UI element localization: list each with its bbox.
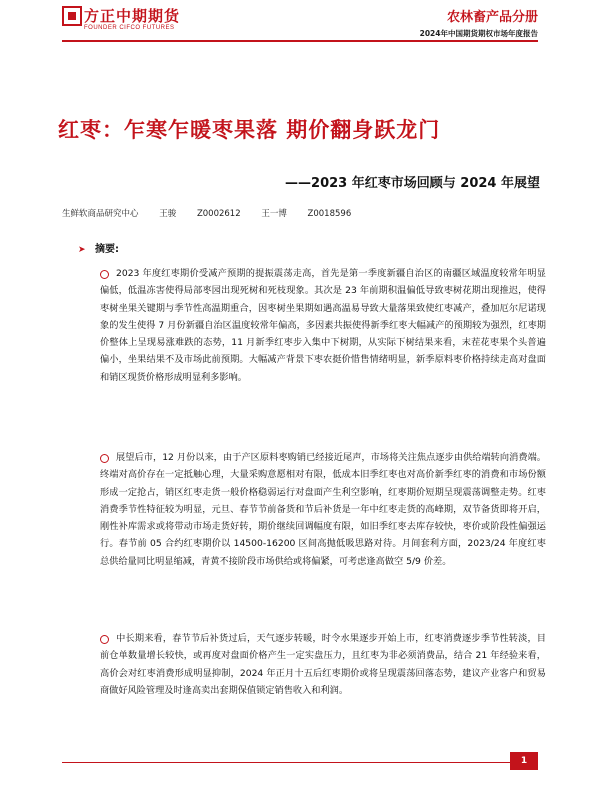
paragraph-text: 展望后市，12 月份以来，由于产区原料枣购销已经接近尾声，市场将关注焦点逐步由供给端转向消费端。终端对高价存在一定抵触心理，大量采购意愿相对有限，低成本旧季红枣也对高价新季红枣的消费和市场份额形成一定抢占，销区红枣走货一般价格稳弱运行对盘面产生利空影响，红枣期价短期呈现震荡调整走势。红枣消费季节性特征较为明显，元旦、春节节前备货和节后补货是一年中红枣走货的高峰期，双节备货即将开启，刚性补库需求或将带动市场走货好转，期价继续回调幅度有限，如旧季红枣去库存较快，枣价或阶段性偏强运行。春节前 05 合约红枣期价以 14500-16200 区间高抛低吸思路对待。月间套利方面，2023/24 年度红枣总供给量同比明显缩减，青黄不接阶段市场供给或将偏紧，可考虑逢高做空 5/9 价差。 xyxy=(100,452,546,567)
logo-cn-text: 方正中期期货 xyxy=(84,7,181,25)
page-subtitle: ——2023 年红枣市场回顾与 2024 年展望 xyxy=(285,176,540,191)
footer-divider xyxy=(62,762,510,763)
author-id: Z0018596 xyxy=(307,209,352,219)
summary-label: 摘要: xyxy=(95,244,120,255)
section-title: 农林畜产品分册 xyxy=(446,10,538,25)
logo-en-text: FOUNDER CIFCO FUTURES xyxy=(84,25,175,31)
summary-paragraph xyxy=(100,630,546,699)
page-number: 1 xyxy=(510,752,538,770)
header-divider xyxy=(62,40,538,42)
summary-paragraph xyxy=(100,265,546,386)
page-title: 红枣：乍寒乍暖枣果落 期价翻身跃龙门 xyxy=(58,118,441,142)
summary-heading xyxy=(78,240,119,255)
logo-mark-icon xyxy=(62,6,82,26)
arrow-right-icon: ➤ xyxy=(78,245,86,255)
paragraph-text: 中长期来看，春节节后补货过后，天气逐步转暖，时令水果逐步开始上市，红枣消费逐步季节性转淡，目前仓单数量增长较快，或再度对盘面价格产生一定实盘压力，且红枣为非必须消费品，结合 21 年经验来看，高价会对红枣消费形成明显抑制，2024 年正月十五后红枣期价或将呈现震荡回落态势，建议产业客户和贸易商做好风险管理及时逢高卖出套期保值锁定销售收入和利润。 xyxy=(100,633,546,696)
summary-paragraph xyxy=(100,449,546,570)
author-name: 王骏 xyxy=(159,209,177,219)
author-line xyxy=(62,207,369,219)
company-logo xyxy=(62,4,182,40)
page-header xyxy=(0,0,600,44)
author-id: Z0002612 xyxy=(196,209,241,219)
paragraph-text: 2023 年度红枣期价受减产预期的提振震荡走高，首先是第一季度新疆自治区的南疆区域温度较常年明显偏低，低温冻害使得局部枣园出现死树和死枝现象。其次是 23 年前期积温偏低导致枣树花期出现推迟，使得枣树坐果关键期与季节性高温期重合，因枣树坐果期如遇高温易导致大量落果致使红枣减产，叠加厄尔尼诺现象的发生使得 7 月份新疆自治区温度较常年偏高，多因素共振使得新季红枣大幅减产的预期较为强烈，红枣期价整体上呈现易涨难跌的态势，11 月新季红枣步入集中下树期，从实际下树结果来看，末茬花枣果个头普遍偏小，坐果结果不及市场此前预期。大幅减产背景下枣农挺价惜售情绪明显，新季原料枣价格持续走高对盘面和销区现货价格形成明显利多影响。 xyxy=(100,268,546,383)
department: 生鲜软商品研究中心 xyxy=(62,209,139,219)
report-name: 2024年中国期货期权市场年度报告 xyxy=(419,29,538,38)
author-name: 王一博 xyxy=(261,209,287,219)
